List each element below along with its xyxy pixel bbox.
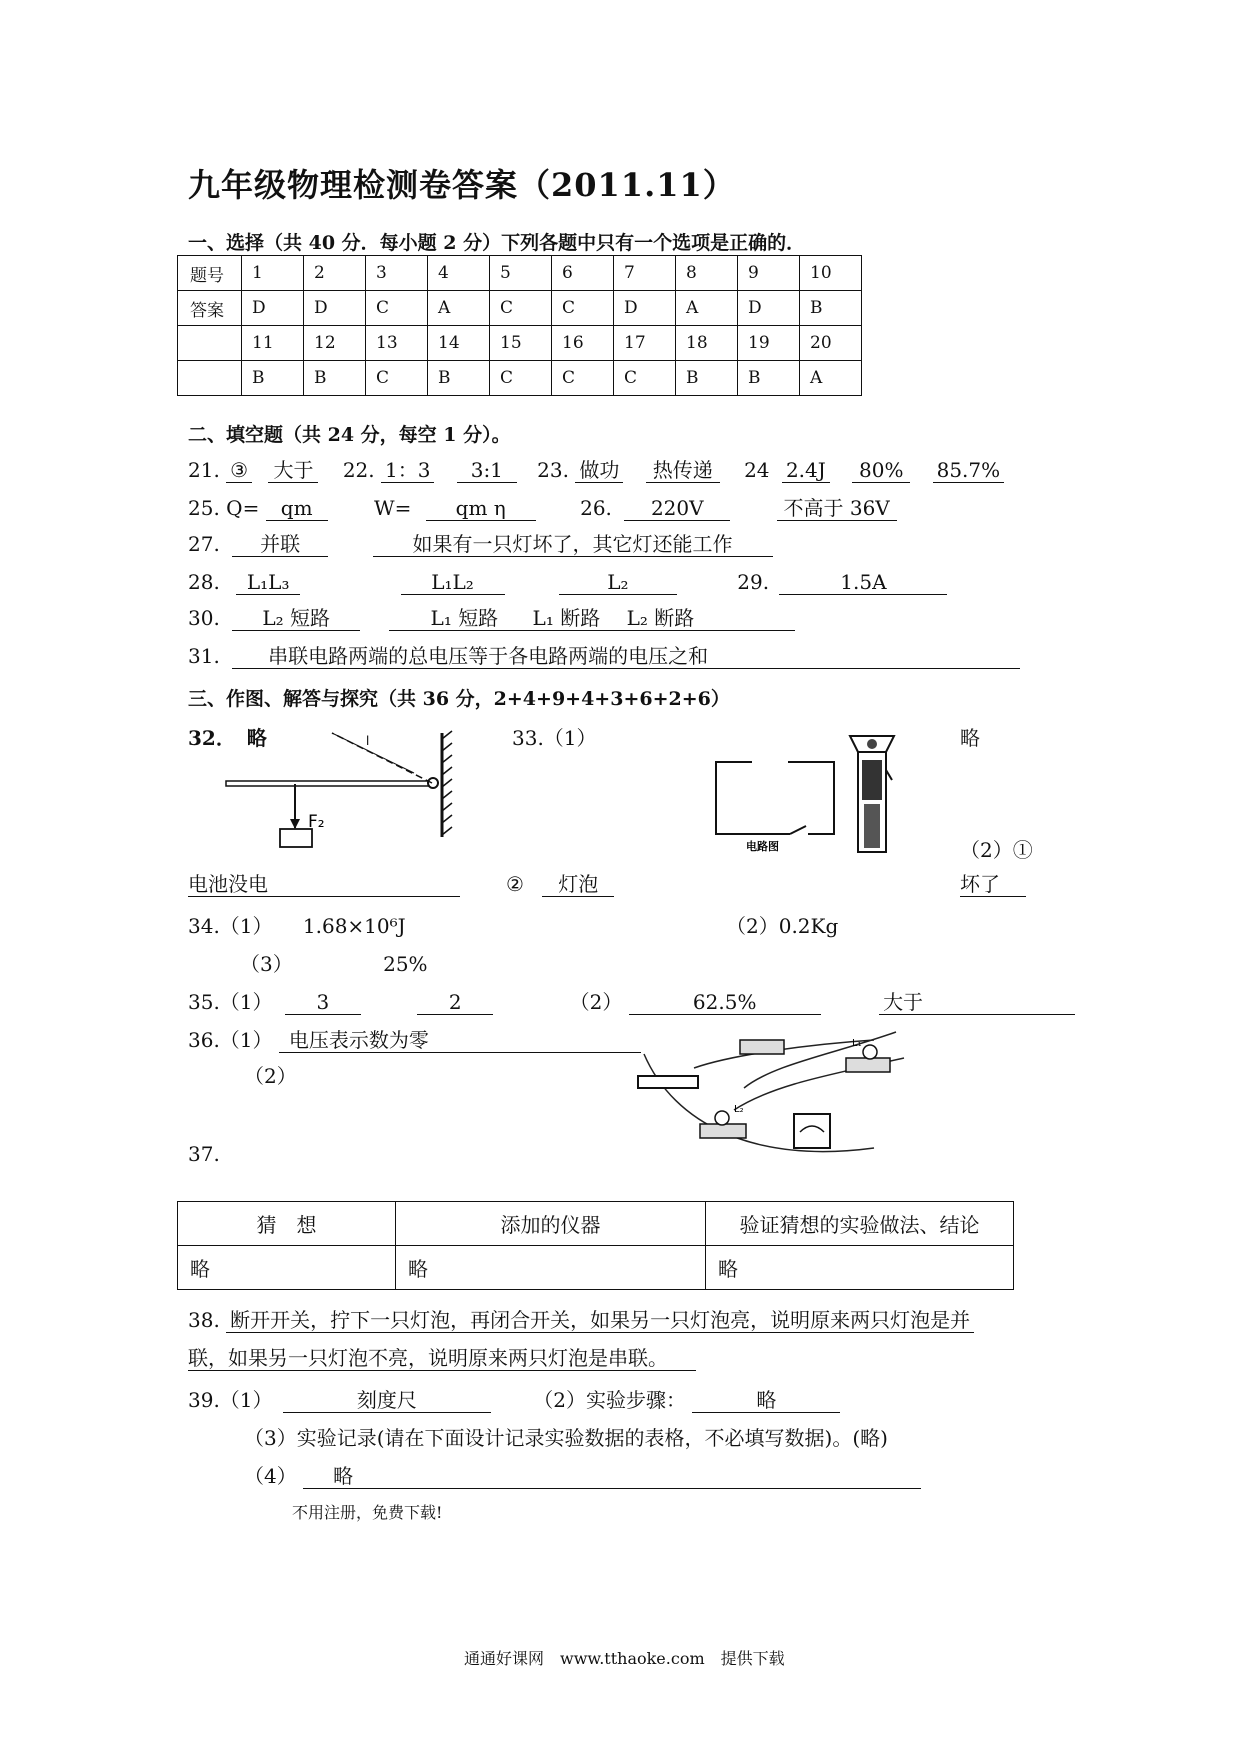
answer-blank: L₁L₂ xyxy=(401,570,505,595)
answer-line-33-c xyxy=(960,872,1026,897)
answer-blank: 220V xyxy=(624,496,730,521)
table-cell: B xyxy=(242,361,304,396)
answer-line-34 xyxy=(188,910,406,939)
answer-blank: L₁L₃ xyxy=(236,570,300,595)
question-number: 39.（1） xyxy=(188,1388,273,1412)
table-cell: C xyxy=(490,291,552,326)
question-number: 35.（1） xyxy=(188,990,273,1014)
table-cell: 3 xyxy=(366,256,428,291)
table-cell: 略 xyxy=(396,1246,706,1290)
answer-text: 1.68×10⁶J xyxy=(302,914,406,938)
table-cell: A xyxy=(676,291,738,326)
answer-blank: 大于 xyxy=(879,990,1075,1015)
formula-label: Q= xyxy=(226,496,260,520)
answer-blank: 62.5% xyxy=(629,990,821,1015)
section-3-heading: 三、作图、解答与探究（共 36 分，2+4+9+4+3+6+2+6） xyxy=(188,688,730,710)
answer-blank: 联，如果另一只灯泡不亮，说明原来两只灯泡是串联。 xyxy=(188,1346,696,1371)
table-cell: 14 xyxy=(428,326,490,361)
answer-blank: 2 xyxy=(417,990,493,1015)
answer-blank-group xyxy=(389,606,795,631)
table-cell: 16 xyxy=(552,326,614,361)
table-cell: 17 xyxy=(614,326,676,361)
table-cell: C xyxy=(366,291,428,326)
table-row xyxy=(178,326,862,361)
table-cell: 5 xyxy=(490,256,552,291)
answer-blank: L₂ 断路 xyxy=(626,606,695,630)
table-cell: D xyxy=(738,291,800,326)
table-cell: 13 xyxy=(366,326,428,361)
table-cell xyxy=(178,361,242,396)
lamp-base-icon xyxy=(700,1124,746,1138)
voltmeter-icon xyxy=(794,1114,830,1148)
formula-label: W= xyxy=(374,496,412,520)
question-part: （2）实验步骤： xyxy=(533,1388,686,1412)
table-cell: 7 xyxy=(614,256,676,291)
lamp-base-icon xyxy=(846,1058,890,1072)
table-cell: 15 xyxy=(490,326,552,361)
question-part: （3） xyxy=(240,952,293,976)
switch-icon xyxy=(740,1040,784,1054)
table-cell: B xyxy=(738,361,800,396)
answer-text: 25% xyxy=(383,952,428,976)
table-cell: 11 xyxy=(242,326,304,361)
circuit-caption: 电路图 xyxy=(746,840,779,853)
answer-blank: 电压表示数为零 xyxy=(279,1028,641,1053)
answer-line-21-24 xyxy=(188,458,1004,483)
answer-table-choice xyxy=(177,255,862,396)
download-note: 不用注册，免费下载! xyxy=(292,1503,443,1522)
table-cell: B xyxy=(800,291,862,326)
question-number: 23. xyxy=(537,458,569,482)
table-row xyxy=(178,291,862,326)
answer-blank: 大于 xyxy=(268,458,318,483)
table-cell: C xyxy=(614,361,676,396)
flashlight-image xyxy=(842,730,902,860)
question-number: 27. xyxy=(188,532,220,556)
answer-blank: 2.4J xyxy=(782,458,830,483)
question-number: 26. xyxy=(580,496,612,520)
question-37-label: 37. xyxy=(188,1142,220,1166)
table-cell: 12 xyxy=(304,326,366,361)
table-row xyxy=(178,1202,1014,1246)
lever-diagram xyxy=(220,725,460,895)
table-header-cell: 添加的仪器 xyxy=(396,1202,706,1246)
table-cell: 8 xyxy=(676,256,738,291)
answer-blank: 3:1 xyxy=(457,458,517,483)
answer-34-part2: （2）0.2Kg xyxy=(726,914,839,938)
table-cell: 10 xyxy=(800,256,862,291)
table-cell: B xyxy=(304,361,366,396)
answer-blank: 略 xyxy=(303,1464,921,1489)
answer-blank: 3 xyxy=(285,990,361,1015)
arrowhead xyxy=(290,819,300,829)
answer-blank: 坏了 xyxy=(960,872,1026,897)
answer-line-25-26 xyxy=(188,496,897,521)
answer-line-27 xyxy=(188,532,773,557)
table-row xyxy=(178,361,862,396)
answer-blank: qm η xyxy=(426,496,536,521)
question-number: 32． xyxy=(188,726,236,750)
question-number: 22. xyxy=(342,458,375,482)
table-cell: 6 xyxy=(552,256,614,291)
answer-blank: ③ xyxy=(226,458,252,483)
question-number: 36.（1） xyxy=(188,1028,273,1052)
answer-line-34-part3 xyxy=(240,948,428,977)
switch xyxy=(790,826,806,834)
answer-line-36 xyxy=(188,1024,641,1053)
answer-blank: L₁ 短路 xyxy=(430,606,499,630)
lever-bar xyxy=(226,781,432,786)
battery-icon xyxy=(638,1076,698,1088)
item-mark: ② xyxy=(506,872,524,896)
table-cell xyxy=(178,326,242,361)
answer-line-31 xyxy=(188,644,1020,669)
force-label: F₂ xyxy=(308,812,325,832)
question-number: 30. xyxy=(188,606,220,630)
table-cell: D xyxy=(614,291,676,326)
page-title: 九年级物理检测卷答案（2011.11） xyxy=(188,166,736,204)
table-cell: B xyxy=(676,361,738,396)
table-cell: 18 xyxy=(676,326,738,361)
lamp-icon xyxy=(863,1045,877,1059)
answer-blank: 1：3 xyxy=(381,458,434,483)
lever-arm-mark xyxy=(332,733,414,773)
answer-blank: 断开开关，拧下一只灯泡，再闭合开关，如果另一只灯泡亮，说明原来两只灯泡是并 xyxy=(226,1308,974,1333)
answer-line-38 xyxy=(188,1308,974,1333)
table-cell: 略 xyxy=(706,1246,1014,1290)
answer-text: 略 xyxy=(246,726,267,750)
answer-table-37 xyxy=(177,1201,1014,1290)
answer-line-33 xyxy=(188,872,460,897)
lever-arm-label: l xyxy=(366,734,370,748)
pivot xyxy=(428,778,438,788)
table-cell: C xyxy=(490,361,552,396)
answer-line-39-part4 xyxy=(244,1460,921,1489)
answer-blank: 略 xyxy=(692,1388,840,1413)
table-cell: A xyxy=(428,291,490,326)
answer-line-38-b xyxy=(188,1346,696,1371)
lamp-label: L₁ xyxy=(852,1038,862,1049)
lamp-icon xyxy=(715,1111,729,1125)
table-cell: 略 xyxy=(178,1246,396,1290)
circuit-wire xyxy=(716,762,790,834)
table-cell: 4 xyxy=(428,256,490,291)
table-cell: 1 xyxy=(242,256,304,291)
table-cell: 答案 xyxy=(178,291,242,326)
answer-line-30 xyxy=(188,606,795,631)
table-cell: B xyxy=(428,361,490,396)
answer-blank: 电池没电 xyxy=(188,872,460,897)
table-cell: D xyxy=(304,291,366,326)
question-33-part2: （2）① xyxy=(960,838,1033,862)
page-footer: 通通好课网 www.tthaoke.com 提供下载 xyxy=(464,1649,785,1668)
answer-blank: L₁ 断路 xyxy=(532,606,601,630)
answer-36-part2: （2） xyxy=(244,1064,297,1088)
question-number: 21. xyxy=(188,458,220,482)
circuit-wire xyxy=(788,762,834,834)
table-cell: C xyxy=(366,361,428,396)
section-2-heading: 二、填空题（共 24 分，每空 1 分）。 xyxy=(188,424,511,446)
answer-blank: 并联 xyxy=(232,532,328,557)
circuit-photo xyxy=(634,1024,924,1158)
answer-blank: 85.7% xyxy=(933,458,1005,483)
question-number: 38. xyxy=(188,1308,220,1332)
table-header-cell: 猜 想 xyxy=(178,1202,396,1246)
answer-blank: 80% xyxy=(852,458,910,483)
question-number: 28. xyxy=(188,570,220,594)
table-cell: 9 xyxy=(738,256,800,291)
answer-blank: qm xyxy=(266,496,328,521)
question-number: 29. xyxy=(737,570,770,594)
circuit-diagram xyxy=(710,744,840,854)
lamp-label: L₂ xyxy=(734,1104,744,1115)
answer-blank: 不高于 36V xyxy=(777,496,897,521)
table-cell: 19 xyxy=(738,326,800,361)
answer-blank: 做功 xyxy=(575,458,623,483)
answer-blank: 如果有一只灯坏了，其它灯还能工作 xyxy=(373,532,773,557)
question-number: 31. xyxy=(188,644,220,668)
table-row xyxy=(178,256,862,291)
table-cell: C xyxy=(552,361,614,396)
table-cell: A xyxy=(800,361,862,396)
table-header-cell: 验证猜想的实验做法、结论 xyxy=(706,1202,1014,1246)
question-number: 25. xyxy=(188,496,220,520)
question-33-label: 33.（1） xyxy=(512,726,597,750)
answer-line-39 xyxy=(188,1384,840,1413)
section-1-heading: 一、选择（共 40 分．每小题 2 分）下列各题中只有一个选项是正确的． xyxy=(188,232,806,254)
answer-blank: L₂ 短路 xyxy=(232,606,360,631)
answer-blank: L₂ xyxy=(559,570,677,595)
table-cell: 题号 xyxy=(178,256,242,291)
question-number: 24 xyxy=(744,458,770,482)
table-cell: 20 xyxy=(800,326,862,361)
table-cell: 2 xyxy=(304,256,366,291)
question-part: （4） xyxy=(244,1464,297,1488)
answer-blank: 1.5A xyxy=(779,570,947,595)
answer-line-28-29 xyxy=(188,570,947,595)
answer-39-part3: （3）实验记录(请在下面设计记录实验数据的表格，不必填写数据)。(略) xyxy=(244,1426,888,1450)
answer-blank: 热传递 xyxy=(646,458,720,483)
answer-blank: 灯泡 xyxy=(542,872,614,897)
question-33-answer: 略 xyxy=(960,726,980,750)
answer-line-35 xyxy=(188,986,1075,1015)
table-row xyxy=(178,1246,1014,1290)
answer-blank: 串联电路两端的总电压等于各电路两端的电压之和 xyxy=(232,644,1020,669)
question-number: 34.（1） xyxy=(188,914,273,938)
question-part: （2） xyxy=(569,990,623,1014)
table-cell: C xyxy=(552,291,614,326)
table-cell: D xyxy=(242,291,304,326)
answer-blank: 刻度尺 xyxy=(283,1388,491,1413)
answer-line-33-b xyxy=(506,872,614,897)
